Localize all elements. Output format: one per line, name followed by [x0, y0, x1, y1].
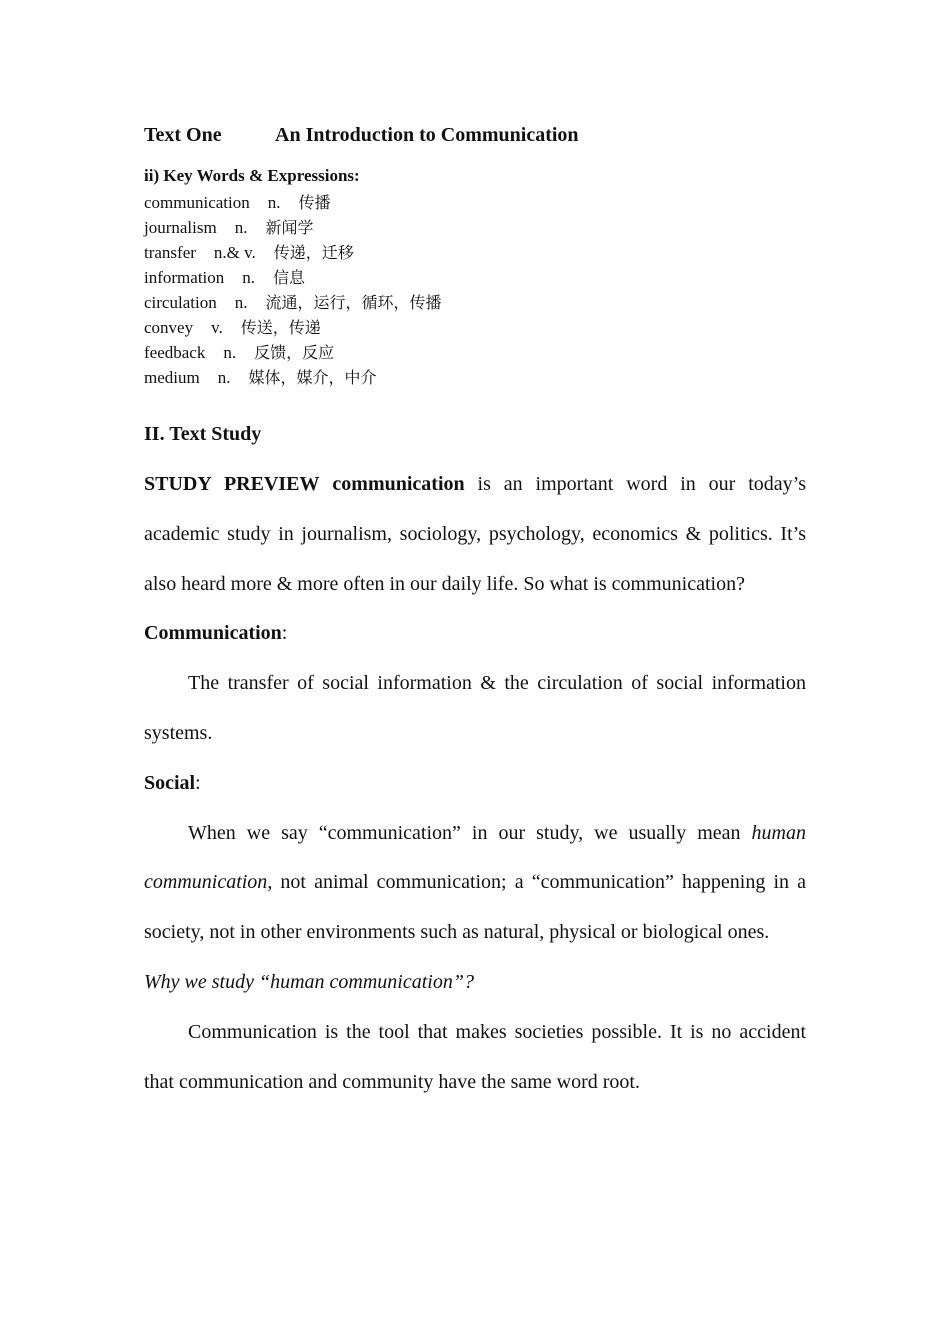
key-word: communication — [144, 193, 250, 212]
key-word-meaning: 反馈，反应 — [254, 343, 335, 362]
study-preview-text: is an important word in our today’s academic study in journalism, sociology, psychology, economics & politics. It’s also heard more & more often in our daily life. So what is communication? — [144, 473, 806, 595]
key-word-meaning: 媒体，媒介，中介 — [248, 368, 377, 387]
key-word-item — [144, 340, 459, 365]
key-word: medium — [144, 368, 200, 387]
key-word: feedback — [144, 343, 206, 362]
key-word: circulation — [144, 293, 217, 312]
human-communication-emphasis: human communication — [144, 821, 806, 894]
part-of-speech: n. — [242, 268, 256, 287]
key-word-meaning: 传递，迁移 — [273, 243, 354, 262]
key-word-item — [144, 315, 459, 340]
definition-paragraph: The transfer of social information & the circulation of social information systems. — [144, 672, 806, 744]
study-preview-label: STUDY PREVIEW — [144, 473, 320, 495]
key-word: journalism — [144, 218, 217, 237]
definition-heading: Communication: — [144, 622, 288, 645]
definition-term: Communication — [144, 622, 282, 645]
key-word: information — [144, 268, 225, 287]
key-word-item — [144, 290, 459, 315]
key-word-meaning: 流通，运行，循环，传播 — [265, 293, 442, 312]
study-preview-term: communication — [332, 473, 465, 495]
key-word-meaning: 新闻学 — [265, 218, 314, 237]
social-heading: Social: — [144, 771, 201, 794]
key-words-list — [144, 190, 459, 390]
key-word-item — [144, 190, 459, 215]
why-heading: Why we study “human communication”? — [144, 970, 474, 993]
part-of-speech: n.& v. — [213, 243, 256, 262]
section-heading: II. Text Study — [144, 423, 262, 445]
document-title — [144, 124, 579, 147]
part-of-speech: n. — [267, 193, 281, 212]
key-word-meaning: 信息 — [273, 268, 306, 287]
social-paragraph: When we say “communication” in our study, we usually mean human communication, not animal communication; a “communication” happening in a society, not in other environments such as natural, physical or biological ones. — [144, 821, 806, 944]
key-word-item — [144, 365, 459, 390]
part-of-speech: n. — [234, 293, 248, 312]
key-words-heading: ii) Key Words & Expressions: — [144, 166, 360, 185]
part-of-speech: n. — [234, 218, 248, 237]
key-word: convey — [144, 318, 194, 337]
text-title: An Introduction to Communication — [275, 124, 579, 146]
key-word: transfer — [144, 243, 196, 262]
part-of-speech: v. — [211, 318, 223, 337]
key-word-meaning: 传播 — [298, 193, 331, 212]
key-word-item — [144, 215, 459, 240]
body-text — [144, 460, 806, 1107]
key-word-item — [144, 265, 459, 290]
why-paragraph: Communication is the tool that makes societies possible. It is no accident that communication and community have the same word root. — [144, 1020, 806, 1093]
key-word-item — [144, 240, 459, 265]
text-number-label: Text One — [144, 124, 222, 146]
social-term: Social — [144, 771, 196, 794]
part-of-speech: n. — [217, 368, 231, 387]
part-of-speech: n. — [223, 343, 237, 362]
key-word-meaning: 传送，传递 — [240, 318, 321, 337]
study-preview-paragraph — [144, 460, 806, 609]
